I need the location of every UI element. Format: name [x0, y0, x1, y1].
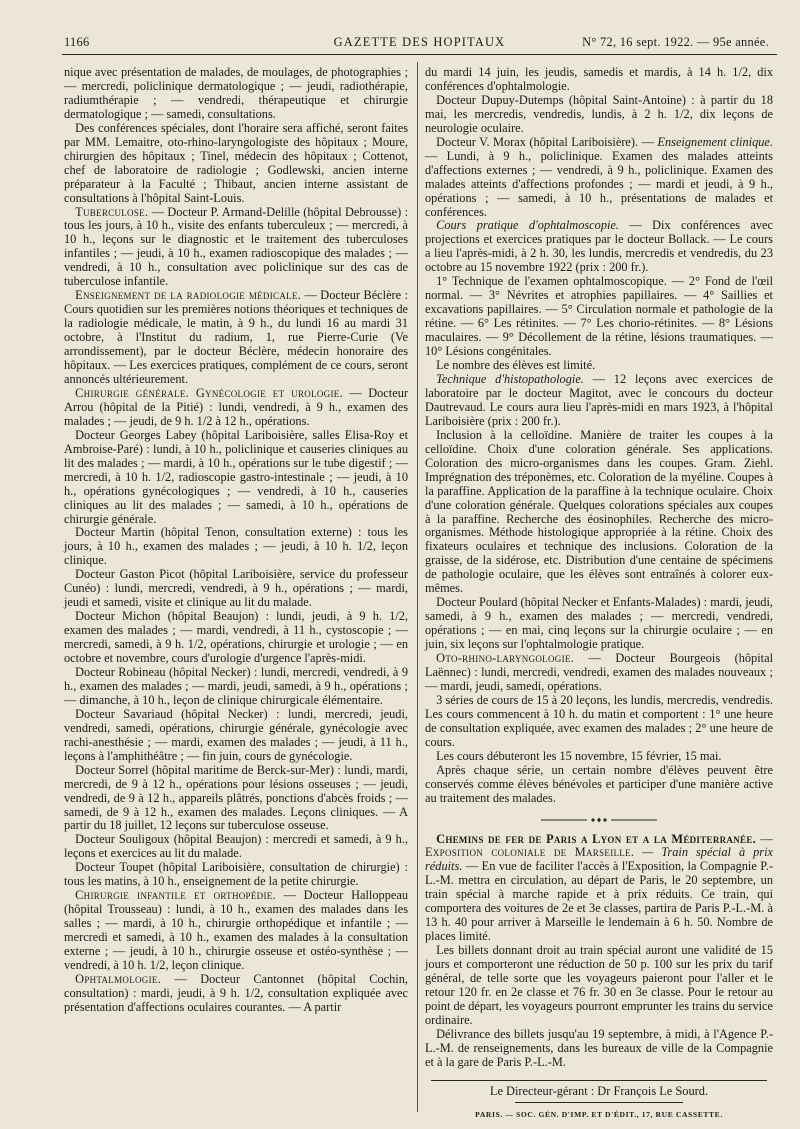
- paragraph: nique avec présentation de malades, de moulages, de photographies ; — mercredi, policlinique dermatologique ; — jeudi, radiothérapie, radiumthérapie ; — vendredi, thérapeutique et chirurgie dermatologique ; — samedi, consultations.: [64, 65, 408, 121]
- paragraph: Des conférences spéciales, dont l'horaire sera affiché, seront faites par MM. Lemaitre, oto-rhino-laryngologiste des hôpitaux ; Moure, chirurgien des hôpitaux ; Tinel, médecin des hôpitaux ; Cottenot, chef de laboratoire de radiologie ; Godlewski, ancien interne préparateur à la Faculté ; Thibaut, ancien interne assistant de consultations à l'hôpital Saint-Louis.: [64, 120, 408, 205]
- section-body: — Docteur Arrou (hôpital de la Pitié) : lundi, vendredi, à 9 h., examen des malades ; — jeudi, de 9 h. 1/2 à 12 h., opérations.: [64, 385, 408, 428]
- text-run: Docteur V. Morax (hôpital Lariboisière). —: [436, 134, 658, 149]
- paragraph-cours: [425, 219, 773, 275]
- section-heading: Enseignement de la radiologie médicale.: [75, 288, 302, 303]
- section-ophtalmologie: [64, 973, 408, 1015]
- text-run: — Lundi, à 9 h., policlinique. Examen des malades atteints d'affections externes ; — vendredi, à 9 h., policlinique. Examen des malades atteints d'affections profondes ; — mardi et jeudi, à 9 h., opérations ; — samedi, à 10 h., présentations de malades et conférences.: [425, 148, 773, 219]
- paragraph-histo: [425, 373, 773, 429]
- section-body: — Docteur P. Armand-Delille (hôpital Debrousse) : tous les jours, à 10 h., visite des enfants tuberculeux ; — mercredi, à 10 h., leçons sur le diagnostic et le traitement des tuberculoses infantiles ; — jeudi, à 10 h., examen radioscopique des malades ; — vendredi, à 10 h., consultation avec policlinique sur des cas de tuberculose infantile.: [64, 204, 408, 289]
- paragraph: Les cours débuteront les 15 novembre, 15 février, 15 mai.: [436, 748, 722, 763]
- ornament-rule-icon: [539, 816, 659, 824]
- printer-imprint: PARIS. — SOC. GÉN. D'IMP. ET D'ÉDIT., 17, RUE CASSETTE.: [475, 1109, 723, 1119]
- paragraph: Après chaque série, un certain nombre d'élèves peuvent être conservés comme élèves bénévoles et participer d'une manière active au traitement des malades.: [425, 762, 773, 805]
- right-column: [425, 66, 773, 1122]
- paragraph: Docteur Robineau (hôpital Necker) : lundi, mercredi, vendredi, à 9 h., examen des malades ; — mardi, jeudi, samedi, à 9 h., opérations ; — dimanche, à 10 h., leçon de clinique chirurgicale élémentaire.: [64, 664, 408, 707]
- column-divider: [417, 62, 418, 1112]
- paragraph: Docteur Toupet (hôpital Lariboisière, consultation de chirurgie) : tous les matins, à 10 h., enseignement de la petite chirurgie.: [64, 860, 408, 889]
- paragraph: Docteur Sorrel (hôpital maritime de Berck-sur-Mer) : lundi, mardi, mercredi, de 9 à 12 h., opérations pour lésions osseuses ; — jeudi, vendredi, de 9 à 12 h., appareils plâtrés, ponctions d'abcès froids ; — samedi, de 9 à 12 h., examen des malades. Leçons cliniques. — A partir du 18 juillet, 12 leçons sur tuberculose osseuse.: [64, 762, 408, 833]
- issue-info: N° 72, 16 sept. 1922. — 95e année.: [582, 35, 769, 49]
- italic-heading: Cours pratique d'ophtalmoscopie.: [436, 218, 619, 233]
- paragraph-morax: [425, 136, 773, 220]
- section-body: — Docteur Cantonnet (hôpital Cochin, consultation) : mardi, jeudi, à 9 h. 1/2, consultation expliquée avec présentation d'affections oculaires courantes. — A partir: [64, 971, 408, 1014]
- section-heading: Chirurgie infantile et orthopédie.: [75, 888, 276, 903]
- paragraph: Docteur Poulard (hôpital Necker et Enfants-Malades) : mardi, jeudi, samedi, à 9 h., examen des malades ; — mercredi, vendredi, opérations ; — en mai, cinq leçons sur la chirurgie oculaire ; — en juin, six leçons sur l'ophtalmologie pratique.: [425, 595, 773, 652]
- section-oto: [425, 652, 773, 694]
- section-heading: Chirurgie générale. Gynécologie et urologie.: [75, 385, 343, 400]
- section-chirurgie: [64, 387, 408, 429]
- section-heading: Tuberculose.: [75, 204, 149, 219]
- section-chemins-de-fer: [425, 833, 773, 945]
- paragraph: Le nombre des élèves est limité.: [436, 358, 596, 373]
- journal-title: GAZETTE DES HOPITAUX: [333, 35, 506, 49]
- paragraph: du mardi 14 juin, les jeudis, samedis et mardis, à 14 h. 1/2, dix conférences d'ophtalmologie.: [425, 65, 773, 93]
- paragraph: 1° Technique de l'examen ophtalmoscopique. — 2° Fond de l'œil normal. — 3° Névrites et atrophies papillaires. — 4° Saillies et excavations papillaires. — 5° Circulation normale et pathologie de la rétine. — 6° Les rétinites. — 7° Les chorio-rétinites. — 8° Lésions maculaires. — 9° Décollement de la rétine, lésions traumatiques. — 10° Lésions congénitales.: [425, 274, 773, 359]
- page-number: 1166: [64, 35, 90, 49]
- paragraph: Délivrance des billets jusqu'au 19 septembre, à midi, à l'Agence P.-L.-M. de renseignements, dans les bureaux de ville de la Compagnie et à la gare de Paris P.-L.-M.: [425, 1026, 773, 1069]
- section-body: — Docteur Béclère : Cours quotidien sur les premières notions théoriques et techniques de la radiologie médicale, le matin, à 9 h., du lundi 16 au mardi 31 octobre, à l'Institut du radium, 1, rue Pierre-Curie (Ve arrondissement), par le docteur Béclère, médecin honoraire des hôpitaux. — Les exercices pratiques, complément de ce cours, seront annoncés ultérieurement.: [64, 288, 408, 386]
- section-body: — Docteur Bourgeois (hôpital Laënnec) : lundi, mercredi, vendredi, examen des malades nouveaux ; — mardi, jeudi, samedi, opérations.: [425, 651, 773, 693]
- signature-block: [425, 1080, 773, 1122]
- section-radiologie: [64, 289, 408, 387]
- section-infantile: [64, 889, 408, 973]
- paragraph: Les billets donnant droit au train spécial auront une validité de 15 jours et comporteront une réduction de 50 p. 100 sur les prix du tarif général, de telle sorte que les voyageurs paieront pour l'aller et le retour 120 fr. en 2e classe et 76 fr. 30 en 3e classe. Pour le retour au point de départ, les voyageurs pourront emprunter les trains du service ordinaire.: [425, 943, 773, 1027]
- section-heading: Ophtalmologie.: [75, 971, 162, 986]
- section-tuberculose: [64, 206, 408, 290]
- italic-heading: Technique d'histopathologie.: [436, 371, 584, 386]
- header-rule: [62, 54, 777, 55]
- director-signature: Le Directeur-gérant : Dr François Le Sourd.: [489, 1083, 709, 1098]
- section-heading: Chemins de fer de Paris a Lyon et a la Méditerranée.: [436, 831, 757, 846]
- signature-rule-short: [515, 1102, 683, 1103]
- paragraph: Docteur Savariaud (hôpital Necker) : lundi, mercredi, jeudi, vendredi, samedi, opérations, chirurgie générale, gynécologie avec rachi-anesthésie ; — mardi, examen des malades ; — jeudi, à 11 h., leçons à l'amphithéâtre ; — fin juin, cours de gynécologie.: [64, 706, 408, 763]
- paragraph: 3 séries de cours de 15 à 20 leçons, les lundis, mercredis, vendredis. Les cours commencent à 10 h. du matin et comportent : 1° une heure de consultation expliquée, avec examen des malades ; 2° une heure de cours.: [425, 692, 773, 749]
- paragraph: Inclusion à la celloïdine. Manière de traiter les coupes à la celloïdine. Choix d'une coloration générale. Ses applications. Coloration des micro-organismes dans les coupes. Gram. Ziehl. Imprégnation des tréponèmes, etc. Coloration de la myéline. Coupes à la paraffine. Application de la paraffine à la technique oculaire. Choix d'une coloration générale. Quelques colorations spéciales aux coupes à la paraffine. Recherche des éosinophiles. Recherche des micro-organismes. Méthode histologique appropriée à la rétine. Choix des fixateurs oculaires et technique des inclusions. Coloration de la graisse, de la sidérose, etc. Distribution d'une centaine de spécimens de pathologie oculaire, que les élèves sont entraînés à colorer eux-mêmes.: [425, 427, 773, 596]
- italic-heading: — Train spécial à prix réduits.: [425, 845, 774, 874]
- paragraph: Docteur Dupuy-Dutemps (hôpital Saint-Antoine) : à partir du 18 mai, les mercredis, vendredis, lundis, à 2 h. 1/2, dix leçons de neurologie oculaire.: [425, 92, 773, 135]
- text-run: — 12 leçons avec exercices de laboratoire par le docteur Magitot, avec le concours du docteur Dautrevaud. Le cours aura lieu l'après-midi en mars 1923, à l'hôpital Lariboisière (prix : 200 fr.).: [425, 371, 774, 428]
- separator-ornament: [425, 816, 773, 824]
- signature-rule: [431, 1080, 767, 1081]
- section-heading: Oto-rhino-laryngologie.: [436, 651, 575, 666]
- paragraph: Docteur Georges Labey (hôpital Lariboisière, salles Elisa-Roy et Ambroise-Paré) : lundi, à 10 h., policlinique et causeries cliniques au lit des malades ; — mardi, à 10 h., opérations sur le tube digestif ; — mercredi, à 10 h. 1/2, radioscopie gastro-intestinale ; — jeudi, à 10 h., opérations gynécologiques ; — vendredi, à 10 h., causeries cliniques au lit des malades ; — samedi, à 10 h., opérations de chirurgie générale.: [64, 427, 408, 526]
- section-subheading: — Exposition coloniale de Marseille.: [425, 831, 774, 860]
- text-run: — Dix conférences avec projections et exercices pratiques par le docteur Bollack. — Le cours a lieu l'après-midi, à 2 h. 30, les lundis, mercredis et vendredis, du 23 octobre au 15 novembre 1922 (prix : 200 fr.).: [425, 218, 774, 275]
- section-body: — En vue de faciliter l'accès à l'Exposition, la Compagnie P.-L.-M. mettra en circulation, au départ de Paris, le 20 septembre, un train spécial à marche rapide et à prix réduits. Ce train, qui comportera des voitures de 2e et 3e classes, partira de Paris P.-L.-M. à 13 h. 40 pour arriver à Marseille le lendemain à 6 h. 50. Nombre de places limité.: [425, 859, 773, 944]
- paragraph: Docteur Michon (hôpital Beaujon) : lundi, jeudi, à 9 h. 1/2, examen des malades ; — mardi, vendredi, à 11 h., cystoscopie ; — mercredi, samedi, à 9 h. 1/2, opérations, chirurgie et urologie ; — en octobre et novembre, cours d'urologie d'urgence l'après-midi.: [64, 609, 408, 666]
- page-header: [62, 31, 777, 53]
- section-body: — Docteur Halloppeau (hôpital Trousseau) : lundi, à 10 h., examen des malades dans les salles ; — mardi, à 10 h., chirurgie orthopédique et infantile ; — mercredi et samedi, à 10 h., examen des malades à la consultation externe ; — jeudi, à 10 h., chirurgie osseuse et ostéo-synthèse ; — vendredi, à 10 h. 1/2, leçon clinique.: [64, 888, 408, 972]
- italic-heading: Enseignement clinique.: [657, 134, 773, 149]
- paragraph: Docteur Martin (hôpital Tenon, consultation externe) : tous les jours, à 10 h., examen des malades ; — jeudi, à 10 h. 1/2, leçon clinique.: [64, 525, 408, 568]
- paragraph: Docteur Gaston Picot (hôpital Lariboisière, service du professeur Cunéo) : lundi, mercredi, vendredi, à 9 h., opérations ; — mardi, jeudi et samedi, visite et clinique au lit du malade.: [64, 567, 408, 610]
- paragraph: Docteur Souligoux (hôpital Beaujon) : mercredi et samedi, à 9 h., leçons et exercices au lit du malade.: [64, 832, 408, 861]
- left-column: [64, 66, 408, 1015]
